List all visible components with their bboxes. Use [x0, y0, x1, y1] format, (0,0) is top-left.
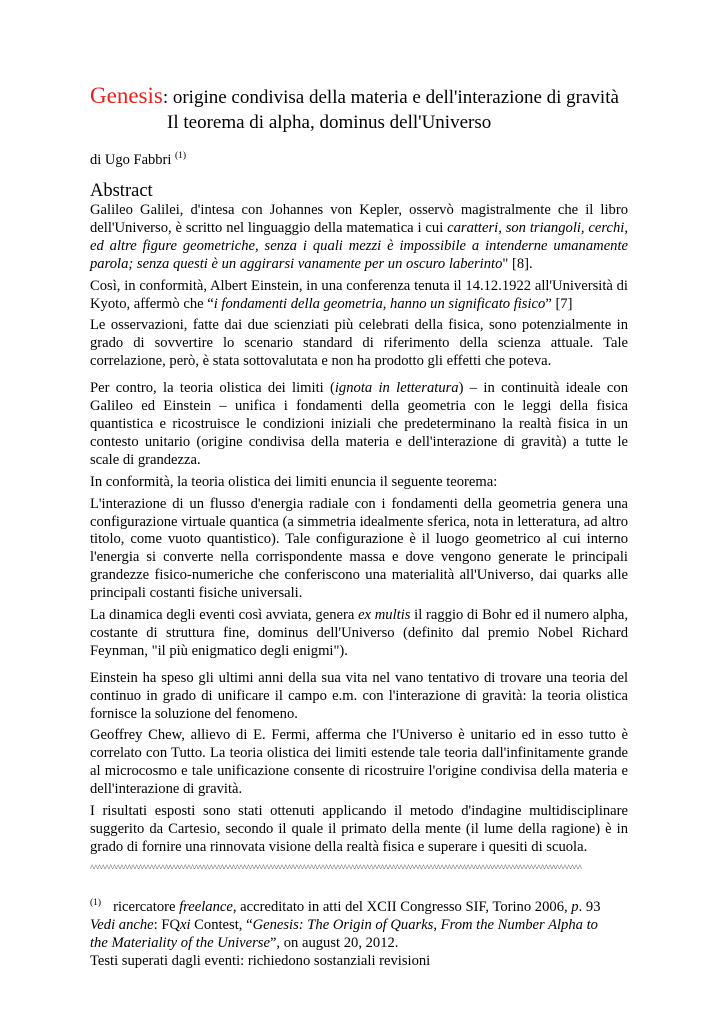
author-footnote-ref: (1)	[174, 151, 187, 161]
p7-rest: il raggio di Bohr ed il numero alpha, costante di struttura fine, dominus dell'Universo (definito dal premio Nobel Richard Feynman, "il più enigmatico degli enigmi").	[90, 607, 628, 659]
fn-l2-vedi: Vedi anche	[90, 916, 154, 933]
footnote-line-4: Testi superati dagli eventi: richiedono sostanziali revisioni	[90, 952, 431, 969]
abstract-heading: Abstract	[90, 181, 153, 201]
fn-l1-page: p	[571, 898, 579, 915]
footnote-marker: (1)	[90, 897, 102, 908]
abstract-body	[90, 202, 628, 857]
fn-l3-date: ”, on august 20, 2012.	[269, 934, 399, 951]
p7-italic: ex multis	[358, 607, 411, 624]
fn-l1-b: , accreditato in atti del XCII Congresso SIF, Torino 2006,	[232, 898, 572, 915]
footnote	[90, 895, 628, 971]
paragraph-osservazioni: Le osservazioni, fatte dai due scienziati più celebrati della fisica, sono potenzialmente in grado di sovvertire lo scenario standard di riferimento della scienza attuale. Tale correlazione, però, è stata sottovalutata e non ha prodotto gli effetti che poteva.	[90, 317, 628, 370]
p2-ref: ” [7]	[545, 295, 573, 312]
fn-l3-title: the Materiality of the Universe	[90, 934, 270, 951]
document-subtitle: Il teorema di alpha, dominus dell'Universo	[167, 112, 492, 133]
author-name: di Ugo Fabbri	[90, 152, 172, 168]
p1-quote: caratteri, son triangoli, cerchi, ed altre figure geometriche, senza i quali mezzi è impossibile a intenderne umanamente parola; senza questi è un aggirarsi vanamente per un oscuro laberinto	[90, 219, 629, 272]
p4-rest: ) – in continuità ideale con Galileo ed Einstein – unifica i fondamenti della geometria con le leggi della fisica quantistica e ricostruisce le condizioni iniziali che predeterminano la realtà fisica in un contesto unitario (origine condivisa della materia e dell'interazione di gravità) a tutte le scale di grandezza.	[90, 380, 628, 468]
paragraph-dinamica	[90, 607, 628, 661]
footnote-line-3	[90, 935, 628, 953]
title-genesis: Genesis	[90, 83, 163, 108]
p2-text: Così, in conformità, Albert Einstein, in una conferenza tenuta il 14.12.1922 all'Università di Kyoto, affermò che “	[90, 277, 628, 312]
document-title	[90, 84, 628, 110]
fn-l1-a: ricercatore	[113, 898, 180, 915]
author-line	[90, 147, 628, 169]
paragraph-galileo	[90, 202, 628, 274]
p1-ref: " [8].	[502, 255, 533, 272]
fn-l2-xi: xi	[179, 916, 191, 933]
footnote-line-1	[90, 895, 628, 917]
document-page	[90, 84, 628, 970]
fn-l1-italic: freelance	[179, 898, 233, 915]
paragraph-conformita: In conformità, la teoria olistica dei limiti enuncia il seguente teorema:	[90, 473, 498, 490]
p4-italic: ignota in letteratura	[334, 380, 459, 397]
paragraph-per-contro	[90, 380, 628, 470]
title-rest: : origine condivisa della materia e dell'interazione di gravità	[162, 87, 619, 108]
paragraph-teorema: L'interazione di un flusso d'energia radiale con i fondamenti della geometria genera una configurazione virtuale quantica (a simmetria idealmente sferica, nota in letteratura, ad altro titolo, come vuoto quantistico). Tale configurazione è il luogo geometrico al cui interno l'energia si converte nella corrispondente massa e dove vengono generate le principali grandezze fisico-numeriche che conferiscono una materialità all'Universo, dai quarks alle principali costanti fisiche universali.	[90, 495, 628, 602]
fn-l2-title: Genesis: The Origin of Quarks, From the Number Alpha to	[252, 916, 598, 933]
fn-l2-b: Contest, “	[190, 916, 253, 933]
p2-quote: i fondamenti della geometria, hanno un significato fisico	[213, 295, 546, 312]
p7-text: La dinamica degli eventi così avviata, genera	[90, 607, 359, 624]
paragraph-chew: Geoffrey Chew, allievo di E. Fermi, afferma che l'Universo è unitario ed in esso tutto è correlato con Tutto. La teoria olistica dei limiti estende tale teoria dall'infinitamente grande al microcosmo e tale unificazione consente di ricostruire l'origine condivisa della materia e dell'interazione di gravità.	[90, 727, 628, 798]
separator-line: ^^^^^^^^^^^^^^^^^^^^^^^^^^^^^^^^^^^^^^^^^^^^^^^^^^^^^^^^^^^^^^^^^^^^^^^^^^^^^^^^^^^^^^^^^^^^^^^^^^^^^^^^^^^^^^^^^^^^^^^^^^^^^^^^^^^^	[90, 862, 582, 873]
paragraph-einstein	[90, 278, 628, 314]
fn-l2-a: : FQ	[153, 916, 180, 933]
p4-text: Per contro, la teoria olistica dei limiti (	[90, 380, 335, 397]
p1-text: Galileo Galilei, d'intesa con Johannes von Kepler, osservò magistralmente che il libro dell'Universo, è scritto nel linguaggio della matematica i cui	[90, 202, 628, 236]
fn-l1-c: . 93	[578, 898, 601, 915]
paragraph-cartesio: I risultati esposti sono stati ottenuti applicando il metodo d'indagine multidisciplinare suggerito da Cartesio, secondo il quale il primato della mente (il lume della ragione) è in grado di fornire una rinnovata visione della realtà fisica e superare i quesiti di scuola.	[90, 803, 628, 855]
footnote-line-2	[90, 917, 628, 935]
paragraph-einstein-continuo: Einstein ha speso gli ultimi anni della sua vita nel vano tentativo di trovare una teoria del continuo in grado di unificare il campo e.m. con l'interazione di gravità: la teoria olistica fornisce la soluzione del fenomeno.	[90, 669, 628, 722]
